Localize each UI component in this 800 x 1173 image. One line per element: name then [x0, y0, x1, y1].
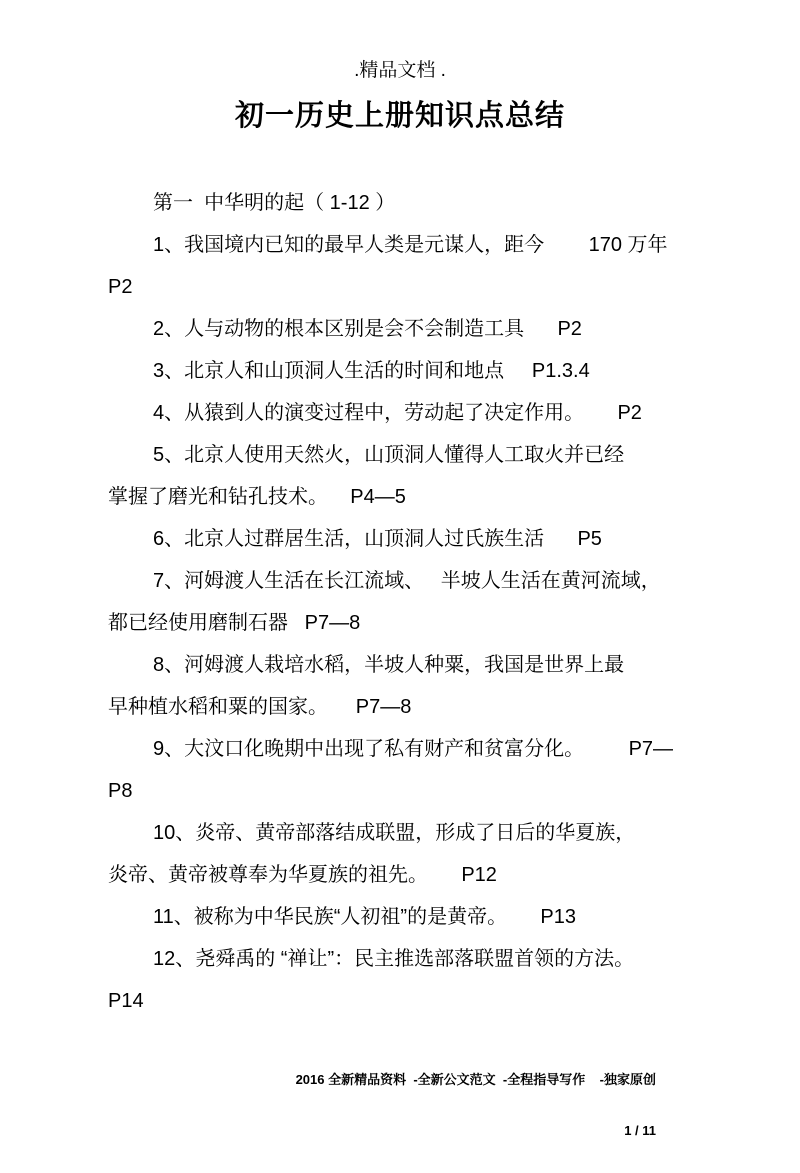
body-line: P2 — [108, 276, 133, 298]
body-line: 掌握了磨光和钻孔技术。 P4—5 — [108, 486, 406, 508]
body-line: 3、北京人和山顶洞人生活的时间和地点 P1.3.4 — [153, 360, 590, 382]
header-note: .精品文档 . — [354, 60, 446, 81]
body-line: 炎帝、黄帝被尊奉为华夏族的祖先。 P12 — [108, 864, 497, 886]
body-line: 4、从猿到人的演变过程中，劳动起了决定作用。 P2 — [153, 402, 642, 424]
body-line: 8、河姆渡人栽培水稻，半坡人种粟，我国是世界上最 — [153, 654, 625, 676]
body-line: 12、尧舜禹的 “禅让”：民主推选部落联盟首领的方法。 — [153, 948, 635, 970]
body-line: P14 — [108, 990, 144, 1012]
body-line: P8 — [108, 780, 133, 802]
page-number: 1 / 11 — [624, 1123, 656, 1138]
body-line: 6、北京人过群居生活，山顶洞人过氏族生活 P5 — [153, 528, 602, 550]
page-title: 初一历史上册知识点总结 — [234, 100, 565, 132]
footer-credits: 2016 全新精品资料 -全新公文范文 -全程指导写作 -独家原创 — [295, 1072, 656, 1087]
body-line: 第一 中华明的起（ 1-12 ） — [153, 192, 396, 214]
body-line: 11、被称为中华民族“人初祖”的是黄帝。 P13 — [153, 906, 577, 928]
body-line: 10、炎帝、黄帝部落结成联盟，形成了日后的华夏族， — [153, 822, 636, 844]
body-line: 5、北京人使用天然火，山顶洞人懂得人工取火并已经 — [153, 444, 625, 466]
body-line: 都已经使用磨制石器 P7—8 — [108, 612, 361, 634]
body-line: 7、河姆渡人生活在长江流域、 半坡人生活在黄河流域， — [153, 570, 661, 592]
footer — [296, 1037, 656, 1173]
body-line: 早种植水稻和粟的国家。 P7—8 — [108, 696, 412, 718]
body-line: 9、大汶口化晚期中出现了私有财产和贫富分化。 P7— — [153, 738, 674, 760]
body-line: 1、我国境内已知的最早人类是元谋人，距今 170 万年 — [153, 234, 668, 256]
body-line: 2、人与动物的根本区别是会不会制造工具 P2 — [153, 318, 582, 340]
document-body — [108, 182, 708, 1022]
